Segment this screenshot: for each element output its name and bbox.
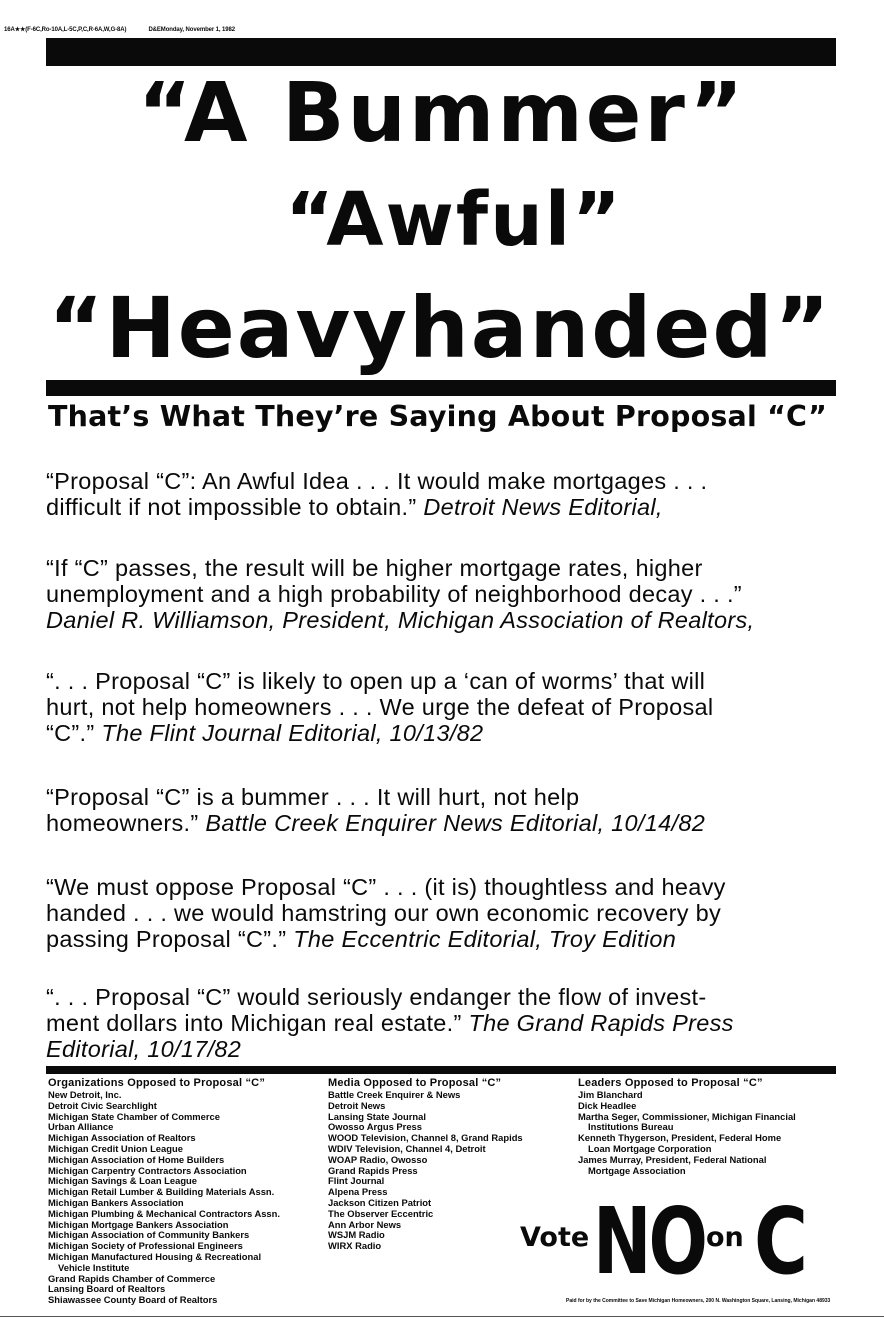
middle-rule [46, 380, 836, 396]
quote-line: “. . . Proposal “C” is likely to open up a ‘can of worms’ that will [46, 668, 706, 694]
list-item: Vehicle Institute [58, 1261, 130, 1273]
list-item: Institutions Bureau [588, 1121, 674, 1133]
quote-grand-rapids-press [46, 984, 846, 1062]
headline-awful: “Awful” [285, 177, 623, 263]
edition-slug [4, 26, 235, 33]
list-item: WOOD Television, Channel 8, Grand Rapids [328, 1132, 523, 1144]
quote-source: Daniel R. Williamson, President, Michigan Association of Realtors, [46, 607, 755, 633]
quote-line: hurt, not help homeowners . . . We urge the defeat of Proposal [46, 694, 714, 720]
footer-rule [0, 1316, 884, 1317]
list-item: Michigan Carpentry Contractors Association [48, 1164, 247, 1176]
list-item: Michigan Society of Professional Engineers [48, 1240, 243, 1252]
quote-line: “If “C” passes, the result will be higher mortgage rates, higher [46, 555, 703, 581]
list-item: Loan Mortgage Corporation [588, 1142, 712, 1154]
list-item: Alpena Press [328, 1186, 388, 1198]
list-item: Grand Rapids Press [328, 1164, 418, 1176]
list-item: Urban Alliance [48, 1121, 114, 1133]
list-item: Grand Rapids Chamber of Commerce [48, 1272, 216, 1284]
list-item: The Observer Eccentric [328, 1207, 434, 1219]
list-item: Owosso Argus Press [328, 1121, 422, 1133]
vote-word: Vote [520, 1222, 590, 1253]
list-item: Battle Creek Enquirer & News [328, 1089, 461, 1100]
list-item: Jackson Citizen Patriot [328, 1196, 432, 1208]
list-item: Jim Blanchard [578, 1089, 643, 1100]
quote-detroit-news [46, 468, 846, 520]
list-item: Michigan Credit Union League [48, 1142, 183, 1154]
list-item: WDIV Television, Channel 4, Detroit [328, 1142, 486, 1154]
quote-source: The Grand Rapids Press [468, 1010, 734, 1036]
list-item: Michigan Manufactured Housing & Recreational [48, 1250, 262, 1262]
organizations-heading: Organizations Opposed to Proposal “C” [48, 1077, 266, 1089]
quote-line: “. . . Proposal “C” would seriously endanger the flow of invest- [46, 984, 707, 1010]
list-item: Kenneth Thygerson, President, Federal Home [578, 1132, 782, 1144]
quote-line: difficult if not impossible to obtain.” [46, 494, 417, 520]
paid-for-notice: Paid for by the Committee to Save Michigan Homeowners, 200 N. Washington Square, Lansing, Michigan 48933 [566, 1298, 831, 1304]
list-item: Michigan Plumbing & Mechanical Contractors Assn. [48, 1207, 280, 1219]
quote-source: Editorial, 10/17/82 [46, 1036, 242, 1062]
vote-no: NO [593, 1188, 705, 1295]
list-item: Lansing State Journal [328, 1110, 426, 1122]
list-item: Michigan Association of Realtors [48, 1132, 196, 1144]
top-rule [46, 38, 836, 66]
organizations-column [48, 1077, 318, 1306]
list-item: Detroit News [328, 1099, 386, 1111]
list-item: Michigan State Chamber of Commerce [48, 1110, 220, 1122]
list-item: Lansing Board of Realtors [48, 1283, 166, 1295]
headline-bummer: “A Bummer” [137, 66, 747, 161]
vote-c: C [754, 1188, 809, 1295]
quote-battle-creek [46, 784, 846, 836]
quote-line: passing Proposal “C”.” [46, 926, 287, 952]
bottom-rule [46, 1066, 836, 1074]
list-item: Detroit Civic Searchlight [48, 1099, 157, 1111]
headline-heavyhanded: “Heavyhanded” [48, 279, 832, 377]
edition-code: 16A★★(F-6C,Ro-10A,L-5C,P,C,R-6A,W,G-8A) [4, 27, 127, 33]
list-item: Michigan Association of Community Bankers [48, 1229, 250, 1241]
list-item: Ann Arbor News [328, 1218, 402, 1230]
quote-source: Battle Creek Enquirer News Editorial, 10/14/82 [205, 810, 706, 836]
quote-line: “We must oppose Proposal “C” . . . (it is) thoughtless and heavy [46, 874, 726, 900]
leaders-heading: Leaders Opposed to Proposal “C” [578, 1077, 763, 1089]
list-item: WIRX Radio [328, 1240, 382, 1252]
quote-line: ment dollars into Michigan real estate.” [46, 1010, 462, 1036]
quote-line: homeowners.” [46, 810, 199, 836]
quote-flint-journal [46, 668, 846, 746]
quote-line: handed . . . we would hamstring our own economic recovery by [46, 900, 722, 926]
list-item: Michigan Association of Home Builders [48, 1153, 225, 1165]
quote-source: Detroit News Editorial, [423, 494, 663, 520]
vote-on: on [706, 1222, 744, 1253]
quote-eccentric [46, 874, 846, 952]
list-item: Mortgage Association [588, 1164, 686, 1176]
quote-line: “Proposal “C” is a bummer . . . It will hurt, not help [46, 784, 580, 810]
edition-date: D&EMonday, November 1, 1982 [148, 27, 235, 33]
list-item: Flint Journal [328, 1175, 385, 1187]
list-item: Dick Headlee [578, 1099, 637, 1111]
quote-line: “C”.” [46, 720, 95, 746]
quote-source: The Eccentric Editorial, Troy Edition [293, 926, 677, 952]
list-item: Michigan Bankers Association [48, 1196, 184, 1208]
list-item: Michigan Savings & Loan League [48, 1175, 197, 1187]
list-item: Michigan Mortgage Bankers Association [48, 1218, 229, 1230]
list-item: Shiawassee County Board of Realtors [48, 1294, 218, 1306]
list-item: New Detroit, Inc. [48, 1089, 122, 1100]
list-item: Michigan Retail Lumber & Building Materials Assn. [48, 1186, 275, 1198]
list-item: WOAP Radio, Owosso [328, 1153, 428, 1165]
quote-line: unemployment and a high probability of neighborhood decay . . .” [46, 581, 742, 607]
subhead: That’s What They’re Saying About Proposal “C” [48, 400, 828, 433]
media-heading: Media Opposed to Proposal “C” [328, 1077, 502, 1089]
leaders-column [578, 1077, 858, 1176]
list-item: Martha Seger, Commissioner, Michigan Financial [578, 1110, 796, 1122]
quote-williamson [46, 555, 846, 633]
quote-source: The Flint Journal Editorial, 10/13/82 [101, 720, 484, 746]
quote-line: “Proposal “C”: An Awful Idea . . . It would make mortgages . . . [46, 468, 708, 494]
list-item: James Murray, President, Federal National [578, 1153, 767, 1165]
list-item: WSJM Radio [328, 1229, 385, 1241]
